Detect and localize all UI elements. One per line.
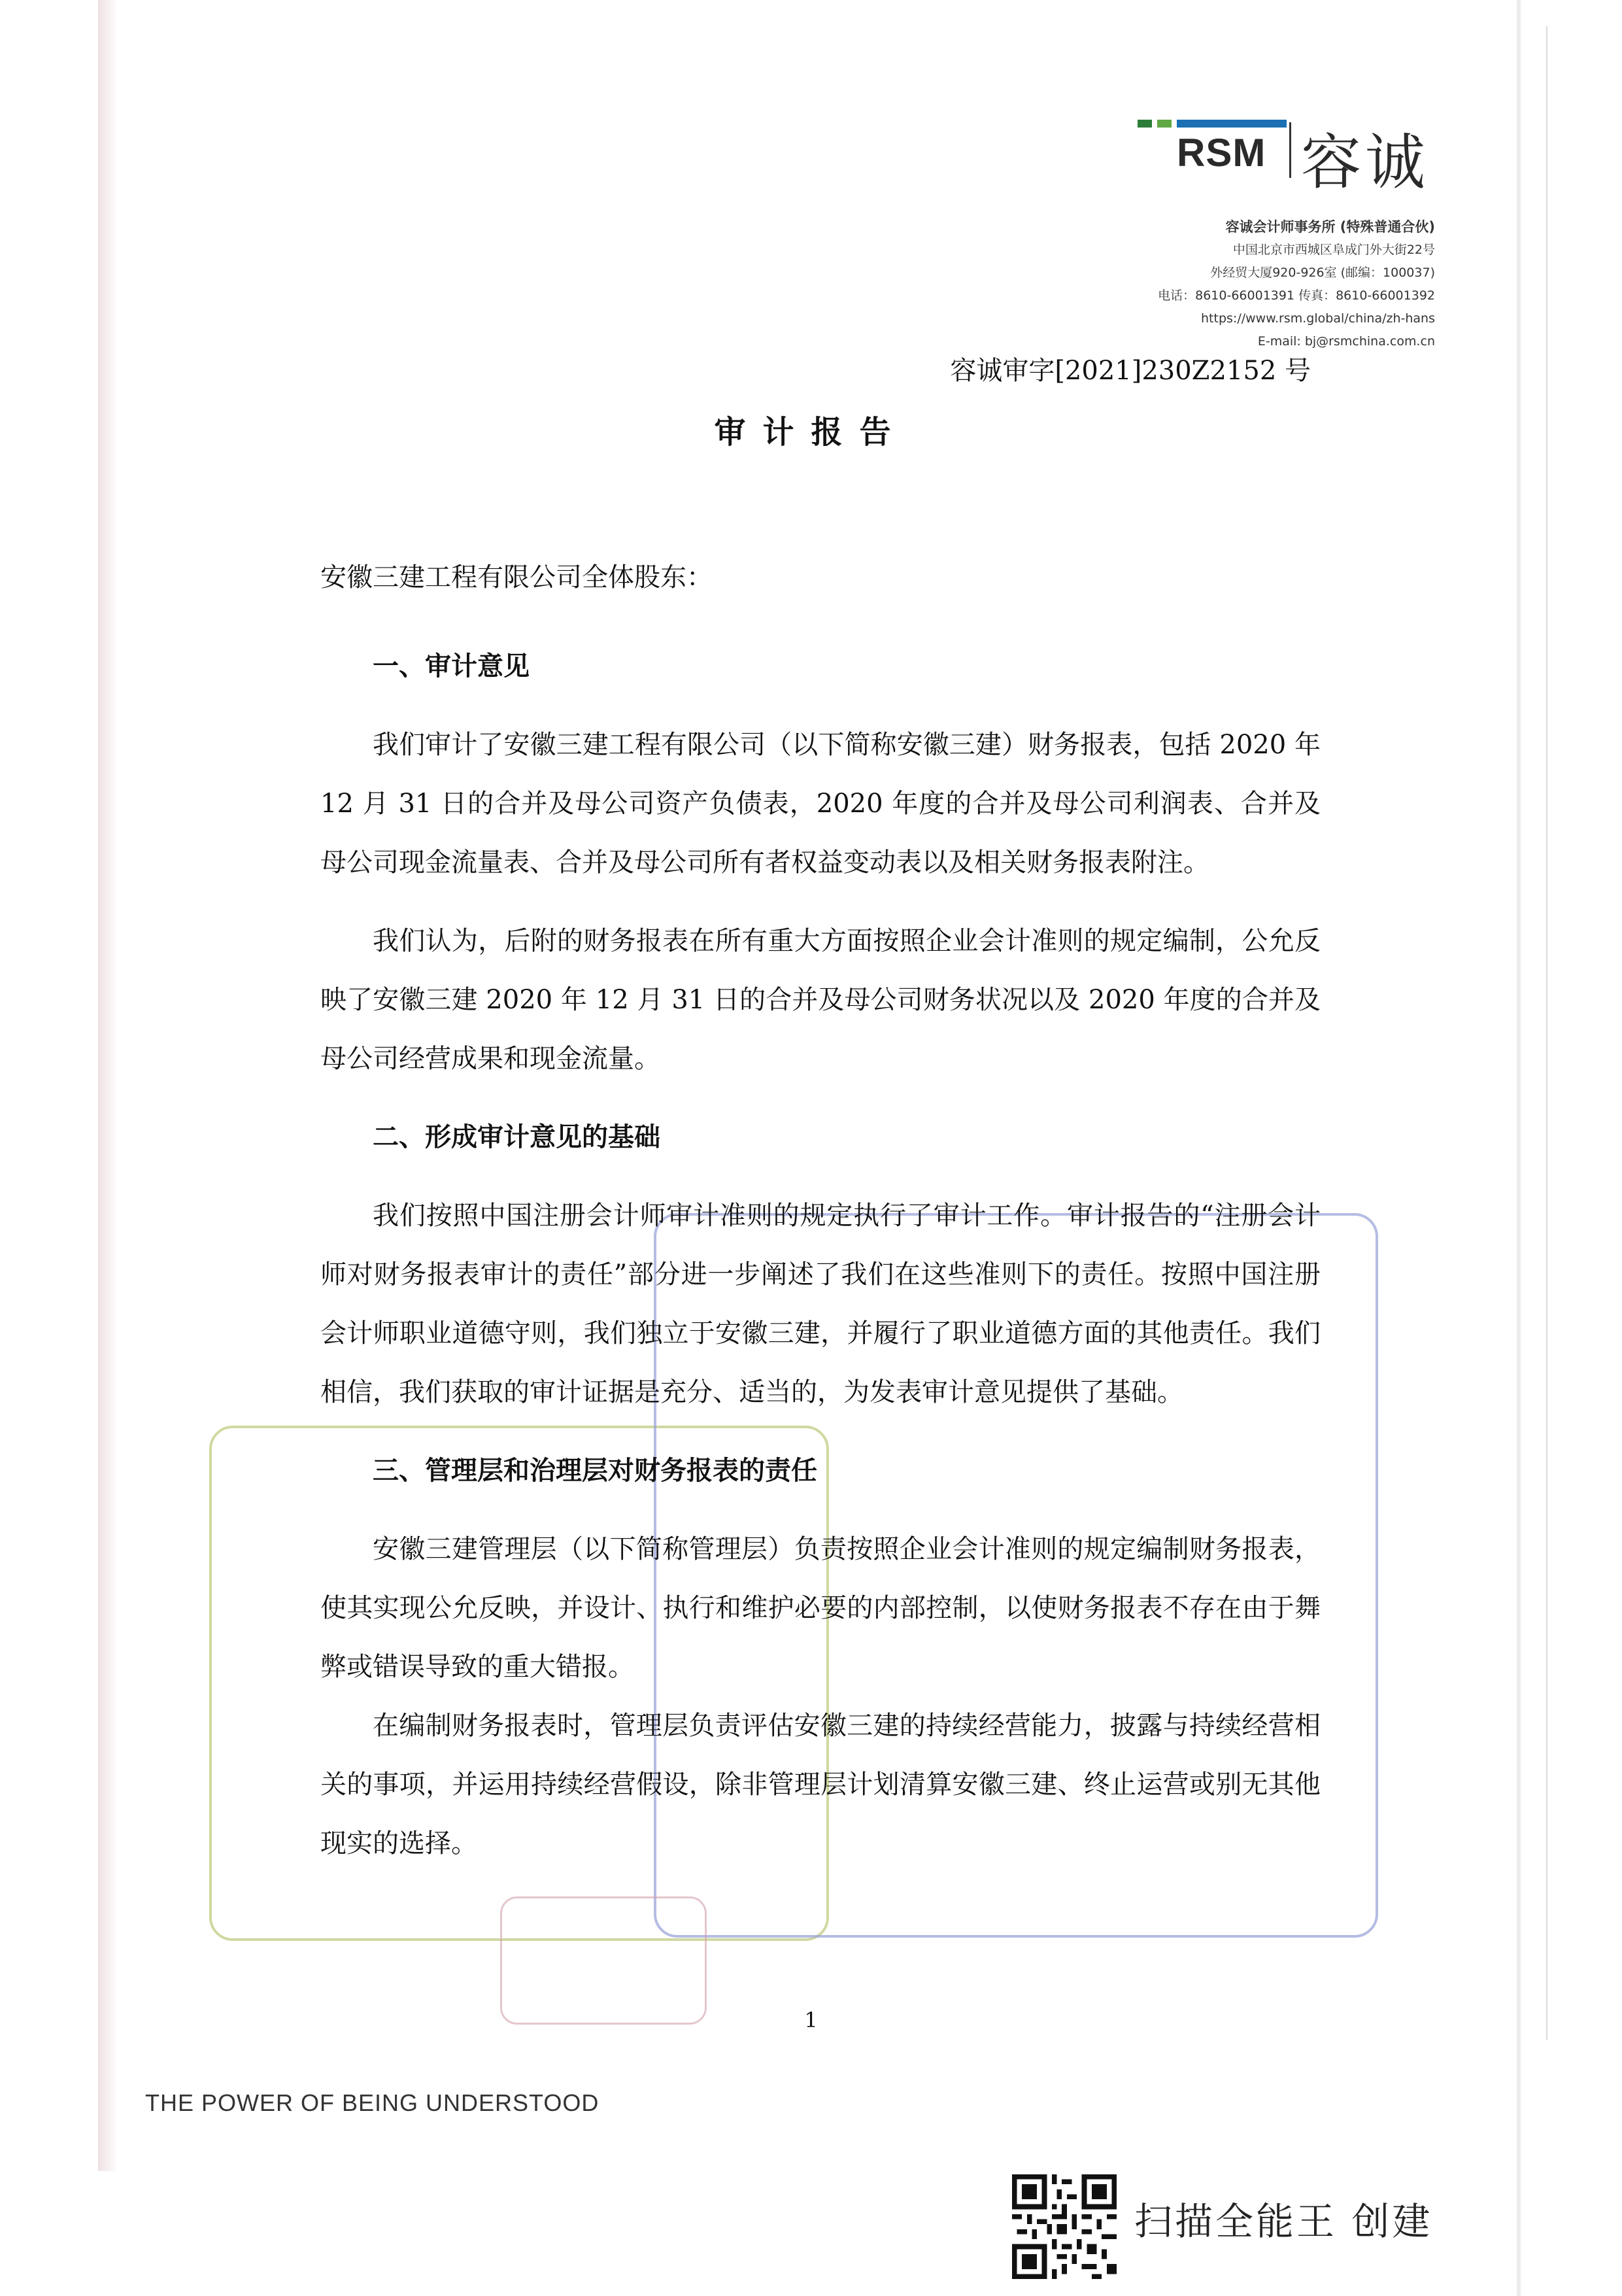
footer-tagline: THE POWER OF BEING UNDERSTOOD [145, 2089, 600, 2116]
logo-color-bars [1138, 120, 1288, 128]
paragraph: 我们按照中国注册会计师审计准则的规定执行了审计工作。审计报告的“注册会计师对财务报表审计的责任”部分进一步阐述了我们在这些准则下的责任。按照中国注册会计师职业道德守则，我们独立于安徽三建，并履行了职业道德方面的其他责任。我们相信，我们获取的审计证据是充分、适当的，为发表审计意见提供了基础。 [320, 1201, 1321, 1407]
scanner-watermark: 扫描全能王 创建 [1134, 2199, 1433, 2244]
paragraph: 在编制财务报表时，管理层负责评估安徽三建的持续经营能力，披露与持续经营相关的事项，并运用持续经营假设，除非管理层计划清算安徽三建、终止运营或别无其他现实的选择。 [320, 1711, 1321, 1859]
paragraph: 我们审计了安徽三建工程有限公司（以下简称安徽三建）财务报表，包括 2020 年 12 月 31 日的合并及母公司资产负债表，2020 年度的合并及母公司利润表、合并及母公司现金流量表、合并及母公司所有者权益变动表以及相关财务报表附注。 [320, 730, 1321, 878]
report-body [320, 548, 1321, 1873]
firm-phone-fax: 电话：8610-66001391 传真：8610-66001392 [1158, 288, 1435, 303]
firm-website: https://www.rsm.global/china/zh-hans [1201, 311, 1435, 326]
rsm-logo [1138, 108, 1451, 197]
paragraph: 安徽三建管理层（以下简称管理层）负责按照企业会计准则的规定编制财务报表，使其实现公允反映，并设计、执行和维护必要的内部控制，以使财务报表不存在由于舞弊或错误导致的重大错报。 [320, 1534, 1321, 1682]
salutation: 安徽三建工程有限公司全体股东： [320, 562, 713, 592]
firm-contact-block [1158, 216, 1435, 353]
logo-chinese-text: 容诚 [1301, 128, 1430, 197]
logo-rsm-text: RSM [1177, 131, 1266, 175]
section-heading-opinion: 一、审计意见 [373, 651, 530, 681]
scan-edge-line [1517, 0, 1521, 2296]
page-number: 1 [804, 2008, 818, 2032]
section-heading-responsibility: 三、管理层和治理层对财务报表的责任 [373, 1456, 817, 1486]
scan-edge-shadow [98, 0, 116, 2171]
logo-divider [1289, 122, 1291, 178]
paragraph: 我们认为，后附的财务报表在所有重大方面按照企业会计准则的规定编制，公允反映了安徽三建 2020 年 12 月 31 日的合并及母公司财务状况以及 2020 年度的合并及母公司经营成果和现金流量。 [320, 926, 1321, 1074]
section-heading-basis: 二、形成审计意见的基础 [373, 1122, 660, 1152]
firm-address-line2: 外经贸大厦920-926室 (邮编：100037) [1210, 266, 1435, 280]
seal-outline-pink [500, 1896, 707, 2025]
page-title: 审计报告 [714, 414, 908, 451]
firm-email: E-mail: bj@rsmchina.com.cn [1257, 334, 1435, 349]
report-number: 容诚审字[2021]230Z2152 号 [950, 356, 1311, 386]
qr-code-icon [1012, 2174, 1117, 2279]
firm-name: 容诚会计师事务所 (特殊普通合伙) [1225, 219, 1435, 235]
scan-margin-line [1546, 26, 1547, 2040]
firm-address-line1: 中国北京市西城区阜成门外大街22号 [1232, 243, 1435, 257]
